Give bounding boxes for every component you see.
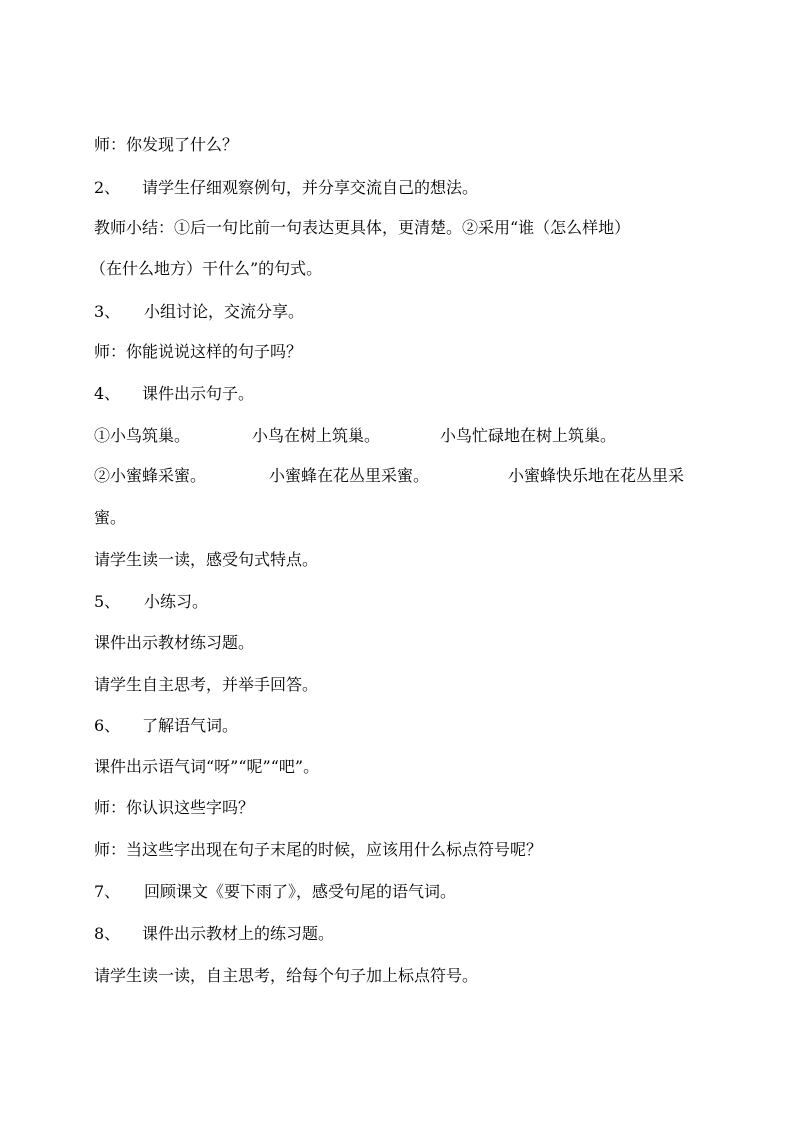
example-sentence: 小蜜蜂快乐地在花丛里采 — [508, 466, 685, 485]
step-number: 2、 — [94, 178, 121, 197]
line-text: 请学生仔细观察例句，并分享交流自己的想法。 — [142, 178, 479, 197]
teacher-summary-continued-line — [90, 259, 322, 279]
line-text: 课件出示语气词“呀”“呢”“吧”。 — [94, 757, 320, 776]
line-text: 小组讨论，交流分享。 — [144, 302, 305, 321]
step-5-line — [94, 592, 208, 612]
step-number: 7、 — [94, 882, 121, 901]
example-sentence: 小蜜蜂在花丛里采蜜。 — [269, 466, 430, 485]
step-2-line — [94, 178, 478, 198]
example-sentence: ②小蜜蜂采蜜。 — [94, 466, 207, 485]
line-text: 师：你认识这些字吗？ — [94, 798, 255, 817]
teacher-summary-line — [94, 218, 630, 238]
line-text: 师：你发现了什么？ — [94, 135, 239, 154]
line-text: 师：你能说说这样的句子吗？ — [94, 342, 303, 361]
line-text: 小练习。 — [144, 592, 209, 611]
step-4-line — [94, 384, 254, 404]
step-number: 5、 — [94, 592, 121, 611]
teacher-question-line-4 — [94, 840, 542, 860]
instruction-line-3 — [94, 966, 478, 986]
line-text: 课件出示教材上的练习题。 — [142, 924, 335, 943]
line-text: 蜜。 — [94, 508, 127, 527]
line-text: 师：当这些字出现在句子末尾的时候，应该用什么标点符号呢？ — [94, 840, 543, 859]
step-8-line — [94, 924, 334, 944]
example-sentence: 小鸟忙碌地在树上筑巢。 — [440, 426, 617, 445]
line-text: 课件出示句子。 — [142, 384, 255, 403]
example-sentence: ①小鸟筑巢。 — [94, 426, 191, 445]
step-number: 3、 — [94, 302, 121, 321]
line-text: 请学生自主思考，并举手回答。 — [94, 675, 319, 694]
teacher-question-line — [94, 135, 238, 155]
step-number: 4、 — [94, 384, 121, 403]
step-6-line — [94, 716, 238, 736]
instruction-line — [94, 550, 318, 570]
line-text: 请学生读一读，自主思考，给每个句子加上标点符号。 — [94, 966, 479, 985]
example-sentences-1-line — [94, 426, 734, 446]
courseware-line — [94, 633, 254, 653]
example-sentences-2-line — [94, 466, 724, 486]
step-number: 6、 — [94, 716, 121, 735]
line-text: 教师小结：①后一句比前一句表达更具体，更清楚。②采用“谁（怎么样地） — [94, 218, 631, 237]
line-text: 课件出示教材练习题。 — [94, 633, 255, 652]
step-3-line — [94, 302, 304, 322]
courseware-line-2 — [94, 757, 319, 777]
step-number: 8、 — [94, 924, 121, 943]
teacher-question-line-2 — [94, 342, 302, 362]
example-sentences-2-continued-line — [94, 508, 126, 528]
instruction-line-2 — [94, 675, 318, 695]
line-text: 了解语气词。 — [142, 716, 239, 735]
line-text: 请学生读一读，感受句式特点。 — [94, 550, 319, 569]
line-text: 回顾课文《要下雨了》，感受句尾的语气词。 — [144, 882, 457, 901]
teacher-question-line-3 — [94, 798, 254, 818]
step-7-line — [94, 882, 456, 902]
example-sentence: 小鸟在树上筑巢。 — [252, 426, 381, 445]
line-text: （在什么地方）干什么”的句式。 — [90, 259, 323, 278]
